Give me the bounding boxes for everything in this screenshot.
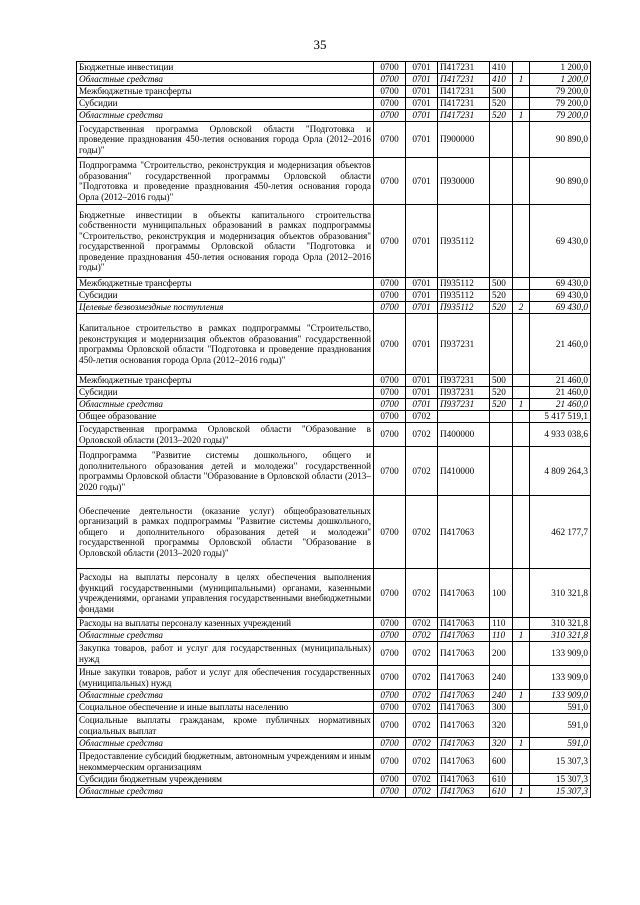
target-article-code-cell: П930000 bbox=[438, 158, 490, 205]
section-code-cell: 0700 bbox=[374, 278, 406, 290]
row-name-cell: Областные средства bbox=[77, 630, 374, 642]
funding-source-code-cell: 1 bbox=[513, 74, 530, 86]
row-name-cell: Субсидии bbox=[77, 387, 374, 399]
target-article-code-cell: П417063 bbox=[438, 569, 490, 618]
amount-cell: 133 909,0 bbox=[530, 690, 591, 702]
section-code-cell: 0700 bbox=[374, 774, 406, 786]
expense-type-code-cell: 610 bbox=[490, 774, 513, 786]
funding-source-code-cell: 1 bbox=[513, 630, 530, 642]
expense-type-code-cell bbox=[490, 205, 513, 278]
row-name-cell: Областные средства bbox=[77, 786, 374, 798]
section-code-cell: 0700 bbox=[374, 387, 406, 399]
subsection-code-cell: 0701 bbox=[406, 278, 438, 290]
table-row bbox=[77, 618, 591, 630]
expense-type-code-cell: 300 bbox=[490, 702, 513, 714]
target-article-code-cell: П417063 bbox=[438, 774, 490, 786]
target-article-code-cell: П937231 bbox=[438, 314, 490, 375]
section-code-cell: 0700 bbox=[374, 98, 406, 110]
table-row bbox=[77, 702, 591, 714]
row-name-cell: Целевые безвозмездные поступления bbox=[77, 302, 374, 314]
table-row bbox=[77, 399, 591, 411]
subsection-code-cell: 0701 bbox=[406, 290, 438, 302]
amount-cell: 310 321,8 bbox=[530, 618, 591, 630]
expense-type-code-cell bbox=[490, 496, 513, 569]
amount-cell: 310 321,8 bbox=[530, 569, 591, 618]
funding-source-code-cell bbox=[513, 423, 530, 447]
funding-source-code-cell: 1 bbox=[513, 110, 530, 122]
expense-type-code-cell bbox=[490, 122, 513, 158]
section-code-cell: 0700 bbox=[374, 62, 406, 74]
subsection-code-cell: 0702 bbox=[406, 666, 438, 690]
table-row bbox=[77, 630, 591, 642]
row-name-cell: Государственная программа Орловской области "Подготовка и проведение празднования 450-летия основания города Орла (2012–2016 годы)" bbox=[77, 122, 374, 158]
expense-type-code-cell: 520 bbox=[490, 302, 513, 314]
table-row bbox=[77, 750, 591, 774]
target-article-code-cell: П417063 bbox=[438, 786, 490, 798]
table-row bbox=[77, 74, 591, 86]
amount-cell: 69 430,0 bbox=[530, 278, 591, 290]
row-name-cell: Областные средства bbox=[77, 110, 374, 122]
table-row bbox=[77, 314, 591, 375]
section-code-cell: 0700 bbox=[374, 205, 406, 278]
subsection-code-cell: 0702 bbox=[406, 569, 438, 618]
row-name-cell: Субсидии bbox=[77, 98, 374, 110]
amount-cell: 591,0 bbox=[530, 714, 591, 738]
row-name-cell: Расходы на выплаты персоналу в целях обеспечения выполнения функций государственными (муниципальными) органами, казенными учреждениями, органами управления государственными внебюджетными фондами bbox=[77, 569, 374, 618]
table-row bbox=[77, 569, 591, 618]
row-name-cell: Подпрограмма "Развитие системы дошкольного, общего и дополнительного образования детей и молодежи" государственной программы Орловской области "Образование в Орловской области (2013–2020 годы)" bbox=[77, 447, 374, 496]
section-code-cell: 0700 bbox=[374, 630, 406, 642]
section-code-cell: 0700 bbox=[374, 86, 406, 98]
table-row bbox=[77, 714, 591, 738]
page-number: 35 bbox=[313, 37, 327, 52]
amount-cell: 69 430,0 bbox=[530, 205, 591, 278]
table-row bbox=[77, 690, 591, 702]
amount-cell: 462 177,7 bbox=[530, 496, 591, 569]
expense-type-code-cell: 610 bbox=[490, 786, 513, 798]
table-row bbox=[77, 98, 591, 110]
amount-cell: 15 307,3 bbox=[530, 786, 591, 798]
row-name-cell: Предоставление субсидий бюджетным, автономным учреждениям и иным некоммерческим организациям bbox=[77, 750, 374, 774]
subsection-code-cell: 0701 bbox=[406, 110, 438, 122]
amount-cell: 90 890,0 bbox=[530, 158, 591, 205]
section-code-cell: 0700 bbox=[374, 447, 406, 496]
row-name-cell: Областные средства bbox=[77, 399, 374, 411]
section-code-cell: 0700 bbox=[374, 738, 406, 750]
section-code-cell: 0700 bbox=[374, 714, 406, 738]
subsection-code-cell: 0701 bbox=[406, 122, 438, 158]
row-name-cell: Областные средства bbox=[77, 690, 374, 702]
funding-source-code-cell: 1 bbox=[513, 690, 530, 702]
row-name-cell: Межбюджетные трансферты bbox=[77, 375, 374, 387]
subsection-code-cell: 0701 bbox=[406, 74, 438, 86]
target-article-code-cell: П417063 bbox=[438, 714, 490, 738]
expense-type-code-cell: 500 bbox=[490, 375, 513, 387]
amount-cell: 21 460,0 bbox=[530, 375, 591, 387]
target-article-code-cell: П935112 bbox=[438, 302, 490, 314]
expense-type-code-cell: 520 bbox=[490, 98, 513, 110]
section-code-cell: 0700 bbox=[374, 786, 406, 798]
table-row bbox=[77, 158, 591, 205]
target-article-code-cell: П417063 bbox=[438, 496, 490, 569]
table-row bbox=[77, 62, 591, 74]
expense-type-code-cell: 240 bbox=[490, 690, 513, 702]
row-name-cell: Закупка товаров, работ и услуг для государственных (муниципальных) нужд bbox=[77, 642, 374, 666]
row-name-cell: Бюджетные инвестиции в объекты капитального строительства собственности муниципальных образований в рамках подпрограммы "Строительство, реконструкция и модернизация объектов образования" государственной программы Орловской области "Подготовка и проведение празднования 450-летия основания города Орла (2012–2016 годы)" bbox=[77, 205, 374, 278]
subsection-code-cell: 0701 bbox=[406, 302, 438, 314]
section-code-cell: 0700 bbox=[374, 618, 406, 630]
target-article-code-cell: П417063 bbox=[438, 630, 490, 642]
amount-cell: 79 200,0 bbox=[530, 86, 591, 98]
section-code-cell: 0700 bbox=[374, 399, 406, 411]
subsection-code-cell: 0702 bbox=[406, 702, 438, 714]
table-row bbox=[77, 302, 591, 314]
row-name-cell: Межбюджетные трансферты bbox=[77, 86, 374, 98]
target-article-code-cell: П417063 bbox=[438, 702, 490, 714]
expense-type-code-cell bbox=[490, 411, 513, 423]
funding-source-code-cell bbox=[513, 122, 530, 158]
subsection-code-cell: 0702 bbox=[406, 786, 438, 798]
amount-cell: 15 307,3 bbox=[530, 750, 591, 774]
funding-source-code-cell bbox=[513, 205, 530, 278]
expense-type-code-cell: 410 bbox=[490, 62, 513, 74]
row-name-cell: Областные средства bbox=[77, 738, 374, 750]
section-code-cell: 0700 bbox=[374, 302, 406, 314]
section-code-cell: 0700 bbox=[374, 496, 406, 569]
amount-cell: 69 430,0 bbox=[530, 290, 591, 302]
subsection-code-cell: 0702 bbox=[406, 642, 438, 666]
target-article-code-cell bbox=[438, 411, 490, 423]
amount-cell: 133 909,0 bbox=[530, 642, 591, 666]
expense-type-code-cell: 240 bbox=[490, 666, 513, 690]
section-code-cell: 0700 bbox=[374, 642, 406, 666]
amount-cell: 1 200,0 bbox=[530, 74, 591, 86]
target-article-code-cell: П417063 bbox=[438, 750, 490, 774]
target-article-code-cell: П417063 bbox=[438, 666, 490, 690]
expense-type-code-cell bbox=[490, 423, 513, 447]
row-name-cell: Субсидии бюджетным учреждениям bbox=[77, 774, 374, 786]
table-row bbox=[77, 666, 591, 690]
expense-type-code-cell: 320 bbox=[490, 714, 513, 738]
target-article-code-cell: П937231 bbox=[438, 375, 490, 387]
table-row bbox=[77, 496, 591, 569]
subsection-code-cell: 0701 bbox=[406, 314, 438, 375]
expense-type-code-cell: 320 bbox=[490, 738, 513, 750]
row-name-cell: Государственная программа Орловской области "Образование в Орловской области (2013–2020 годы)" bbox=[77, 423, 374, 447]
section-code-cell: 0700 bbox=[374, 690, 406, 702]
target-article-code-cell: П417231 bbox=[438, 98, 490, 110]
section-code-cell: 0700 bbox=[374, 750, 406, 774]
subsection-code-cell: 0702 bbox=[406, 496, 438, 569]
row-name-cell: Субсидии bbox=[77, 290, 374, 302]
section-code-cell: 0700 bbox=[374, 122, 406, 158]
section-code-cell: 0700 bbox=[374, 375, 406, 387]
section-code-cell: 0700 bbox=[374, 666, 406, 690]
subsection-code-cell: 0702 bbox=[406, 714, 438, 738]
funding-source-code-cell bbox=[513, 447, 530, 496]
target-article-code-cell: П417063 bbox=[438, 690, 490, 702]
amount-cell: 5 417 519,1 bbox=[530, 411, 591, 423]
amount-cell: 591,0 bbox=[530, 738, 591, 750]
table-row bbox=[77, 278, 591, 290]
row-name-cell: Обеспечение деятельности (оказание услуг) общеобразовательных организаций в рамках подпрограммы "Развитие системы дошкольного, общего и дополнительного образования детей и молодежи" государственной программы Орловской области "Образование в Орловской области (2013–2020 годы)" bbox=[77, 496, 374, 569]
expense-type-code-cell: 410 bbox=[490, 74, 513, 86]
target-article-code-cell: П410000 bbox=[438, 447, 490, 496]
target-article-code-cell: П417063 bbox=[438, 618, 490, 630]
table-row bbox=[77, 447, 591, 496]
amount-cell: 21 460,0 bbox=[530, 314, 591, 375]
row-name-cell: Расходы на выплаты персоналу казенных учреждений bbox=[77, 618, 374, 630]
table-row bbox=[77, 642, 591, 666]
funding-source-code-cell bbox=[513, 278, 530, 290]
row-name-cell: Социальные выплаты гражданам, кроме публичных нормативных социальных выплат bbox=[77, 714, 374, 738]
funding-source-code-cell bbox=[513, 387, 530, 399]
target-article-code-cell: П417063 bbox=[438, 642, 490, 666]
funding-source-code-cell: 1 bbox=[513, 786, 530, 798]
table-row bbox=[77, 774, 591, 786]
section-code-cell: 0700 bbox=[374, 158, 406, 205]
table-row bbox=[77, 86, 591, 98]
expense-type-code-cell: 500 bbox=[490, 278, 513, 290]
funding-source-code-cell bbox=[513, 496, 530, 569]
table-row bbox=[77, 375, 591, 387]
expense-type-code-cell bbox=[490, 314, 513, 375]
amount-cell: 4 809 264,3 bbox=[530, 447, 591, 496]
row-name-cell: Социальное обеспечение и иные выплаты населению bbox=[77, 702, 374, 714]
funding-source-code-cell bbox=[513, 774, 530, 786]
funding-source-code-cell bbox=[513, 411, 530, 423]
expense-type-code-cell: 520 bbox=[490, 387, 513, 399]
section-code-cell: 0700 bbox=[374, 702, 406, 714]
row-name-cell: Иные закупки товаров, работ и услуг для обеспечения государственных (муниципальных) нужд bbox=[77, 666, 374, 690]
table-row bbox=[77, 110, 591, 122]
section-code-cell: 0700 bbox=[374, 411, 406, 423]
section-code-cell: 0700 bbox=[374, 74, 406, 86]
subsection-code-cell: 0702 bbox=[406, 423, 438, 447]
funding-source-code-cell bbox=[513, 750, 530, 774]
row-name-cell: Бюджетные инвестиции bbox=[77, 62, 374, 74]
table-row bbox=[77, 205, 591, 278]
section-code-cell: 0700 bbox=[374, 314, 406, 375]
amount-cell: 21 460,0 bbox=[530, 399, 591, 411]
budget-table bbox=[76, 61, 591, 798]
subsection-code-cell: 0702 bbox=[406, 774, 438, 786]
table-row bbox=[77, 786, 591, 798]
expense-type-code-cell: 520 bbox=[490, 399, 513, 411]
target-article-code-cell: П417063 bbox=[438, 738, 490, 750]
section-code-cell: 0700 bbox=[374, 110, 406, 122]
target-article-code-cell: П900000 bbox=[438, 122, 490, 158]
subsection-code-cell: 0702 bbox=[406, 738, 438, 750]
expense-type-code-cell: 520 bbox=[490, 110, 513, 122]
amount-cell: 591,0 bbox=[530, 702, 591, 714]
target-article-code-cell: П935112 bbox=[438, 205, 490, 278]
amount-cell: 15 307,3 bbox=[530, 774, 591, 786]
expense-type-code-cell bbox=[490, 158, 513, 205]
amount-cell: 90 890,0 bbox=[530, 122, 591, 158]
funding-source-code-cell bbox=[513, 642, 530, 666]
expense-type-code-cell: 100 bbox=[490, 569, 513, 618]
table-row bbox=[77, 122, 591, 158]
expense-type-code-cell bbox=[490, 447, 513, 496]
table-row bbox=[77, 290, 591, 302]
amount-cell: 79 200,0 bbox=[530, 110, 591, 122]
target-article-code-cell: П417231 bbox=[438, 110, 490, 122]
row-name-cell: Межбюджетные трансферты bbox=[77, 278, 374, 290]
table-row bbox=[77, 738, 591, 750]
target-article-code-cell: П937231 bbox=[438, 387, 490, 399]
subsection-code-cell: 0701 bbox=[406, 375, 438, 387]
row-name-cell: Капитальное строительство в рамках подпрограммы "Строительство, реконструкция и модернизация объектов образования" государственной программы Орловской области "Подготовка и проведение празднования 450-летия основания города Орла (2012–2016 годы)" bbox=[77, 314, 374, 375]
subsection-code-cell: 0701 bbox=[406, 399, 438, 411]
funding-source-code-cell bbox=[513, 158, 530, 205]
amount-cell: 133 909,0 bbox=[530, 666, 591, 690]
amount-cell: 310 321,8 bbox=[530, 630, 591, 642]
funding-source-code-cell: 1 bbox=[513, 399, 530, 411]
amount-cell: 69 430,0 bbox=[530, 302, 591, 314]
section-code-cell: 0700 bbox=[374, 569, 406, 618]
section-code-cell: 0700 bbox=[374, 290, 406, 302]
target-article-code-cell: П937231 bbox=[438, 399, 490, 411]
budget-table-body bbox=[77, 62, 591, 798]
expense-type-code-cell: 500 bbox=[490, 86, 513, 98]
subsection-code-cell: 0702 bbox=[406, 690, 438, 702]
amount-cell: 1 200,0 bbox=[530, 62, 591, 74]
subsection-code-cell: 0701 bbox=[406, 158, 438, 205]
subsection-code-cell: 0701 bbox=[406, 86, 438, 98]
subsection-code-cell: 0702 bbox=[406, 411, 438, 423]
funding-source-code-cell bbox=[513, 666, 530, 690]
funding-source-code-cell bbox=[513, 569, 530, 618]
funding-source-code-cell bbox=[513, 618, 530, 630]
funding-source-code-cell: 2 bbox=[513, 302, 530, 314]
funding-source-code-cell bbox=[513, 290, 530, 302]
expense-type-code-cell: 600 bbox=[490, 750, 513, 774]
target-article-code-cell: П417231 bbox=[438, 62, 490, 74]
section-code-cell: 0700 bbox=[374, 423, 406, 447]
funding-source-code-cell: 1 bbox=[513, 738, 530, 750]
expense-type-code-cell: 200 bbox=[490, 642, 513, 666]
funding-source-code-cell bbox=[513, 62, 530, 74]
amount-cell: 21 460,0 bbox=[530, 387, 591, 399]
target-article-code-cell: П417231 bbox=[438, 74, 490, 86]
subsection-code-cell: 0701 bbox=[406, 62, 438, 74]
target-article-code-cell: П417231 bbox=[438, 86, 490, 98]
target-article-code-cell: П400000 bbox=[438, 423, 490, 447]
subsection-code-cell: 0701 bbox=[406, 98, 438, 110]
row-name-cell: Областные средства bbox=[77, 74, 374, 86]
expense-type-code-cell: 110 bbox=[490, 618, 513, 630]
target-article-code-cell: П935112 bbox=[438, 290, 490, 302]
expense-type-code-cell: 110 bbox=[490, 630, 513, 642]
subsection-code-cell: 0702 bbox=[406, 750, 438, 774]
funding-source-code-cell bbox=[513, 702, 530, 714]
table-row bbox=[77, 387, 591, 399]
subsection-code-cell: 0702 bbox=[406, 447, 438, 496]
funding-source-code-cell bbox=[513, 714, 530, 738]
funding-source-code-cell bbox=[513, 86, 530, 98]
amount-cell: 4 933 038,6 bbox=[530, 423, 591, 447]
expense-type-code-cell: 520 bbox=[490, 290, 513, 302]
target-article-code-cell: П935112 bbox=[438, 278, 490, 290]
funding-source-code-cell bbox=[513, 314, 530, 375]
amount-cell: 79 200,0 bbox=[530, 98, 591, 110]
funding-source-code-cell bbox=[513, 375, 530, 387]
table-row bbox=[77, 411, 591, 423]
funding-source-code-cell bbox=[513, 98, 530, 110]
subsection-code-cell: 0702 bbox=[406, 618, 438, 630]
row-name-cell: Подпрограмма "Строительство, реконструкция и модернизация объектов образования" государственной программы Орловской области "Подготовка и проведение празднования 450-летия основания города Орла (2012–2016 годы)" bbox=[77, 158, 374, 205]
subsection-code-cell: 0701 bbox=[406, 387, 438, 399]
row-name-cell: Общее образование bbox=[77, 411, 374, 423]
subsection-code-cell: 0702 bbox=[406, 630, 438, 642]
table-row bbox=[77, 423, 591, 447]
subsection-code-cell: 0701 bbox=[406, 205, 438, 278]
